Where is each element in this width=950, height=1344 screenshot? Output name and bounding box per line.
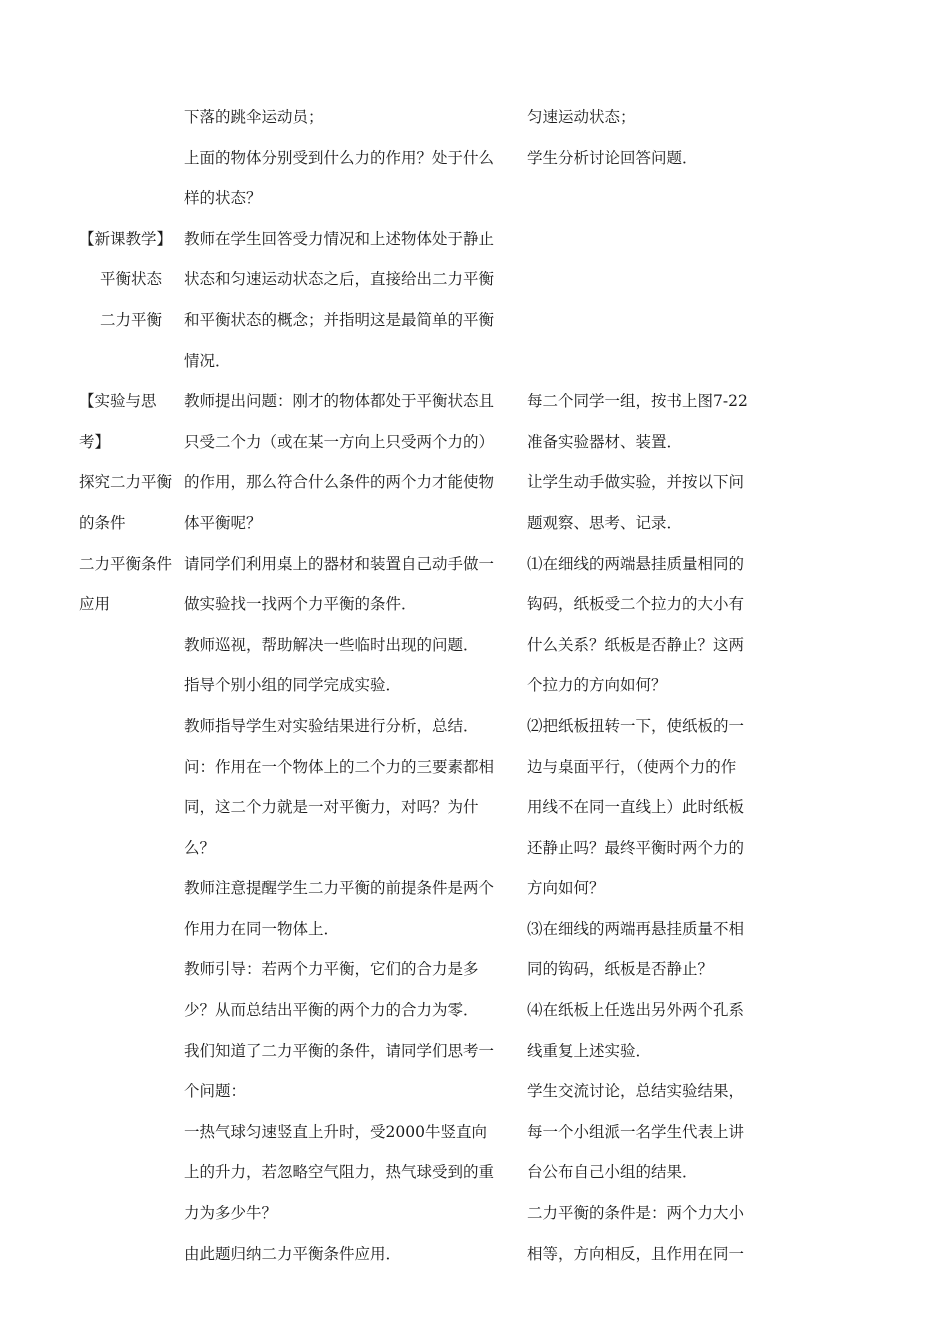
teacher-line: 教师指导学生对实验结果进行分析，总结．	[184, 716, 479, 735]
student-line: 边与桌面平行，（使两个力的作	[527, 757, 737, 776]
teacher-line: 一热气球匀速竖直上升时，受2000牛竖直向	[184, 1122, 487, 1141]
teacher-line: 体平衡呢？	[184, 513, 262, 532]
student-line: 同的钩码，纸板是否静止？	[527, 960, 714, 979]
teacher-line: 上面的物体分别受到什么力的作用？处于什么	[184, 148, 495, 167]
section-heading-new-lesson: 【新课教学】	[79, 229, 173, 248]
student-line: 什么关系？纸板是否静止？这两	[527, 635, 745, 654]
topic-equilibrium-state: 平衡状态	[99, 270, 162, 289]
teacher-line: 问：作用在一个物体上的二个力的三要素都相	[184, 757, 495, 776]
student-line: 每二个同学一组，按书上图7-22	[527, 392, 748, 411]
section-heading-experiment-cont: 考】	[79, 432, 111, 451]
teacher-line: 少？从而总结出平衡的两个力的合力为零．	[184, 1001, 479, 1020]
student-line: ⑴在细线的两端悬挂质量相同的	[527, 554, 745, 573]
teacher-line: 教师在学生回答受力情况和上述物体处于静止	[184, 229, 495, 248]
topic-explore-conditions: 探究二力平衡	[79, 473, 173, 492]
student-line: 线重复上述实验．	[527, 1041, 652, 1060]
student-line: 相等，方向相反，且作用在同一	[527, 1244, 745, 1263]
teacher-line: 由此题归纳二力平衡条件应用．	[184, 1244, 402, 1263]
teacher-line: 个问题：	[184, 1082, 247, 1101]
student-line: 用线不在同一直线上）此时纸板	[527, 798, 745, 817]
topic-two-force-balance: 二力平衡	[99, 310, 162, 329]
teacher-line: 作用力在同一物体上．	[184, 919, 340, 938]
student-line: 准备实验器材、装置．	[527, 432, 683, 451]
student-line: 二力平衡的条件是：两个力大小	[527, 1204, 745, 1223]
teacher-line: 只受二个力（或在某一方向上只受两个力的）	[184, 432, 495, 451]
student-line: 匀速运动状态；	[527, 108, 636, 126]
student-line: 钩码，纸板受二个拉力的大小有	[527, 595, 745, 614]
right-row-blank	[527, 300, 769, 341]
teacher-line: 请同学们利用桌上的器材和装置自己动手做一	[184, 554, 495, 573]
teacher-line: 力为多少牛？	[184, 1204, 278, 1223]
left-row-blank	[79, 341, 183, 382]
lesson-stage-column	[79, 97, 183, 625]
teacher-line: 教师提出问题：刚才的物体都处于平衡状态且	[184, 392, 495, 411]
right-row-blank	[527, 219, 769, 260]
student-line: ⑶在细线的两端再悬挂质量不相	[527, 919, 745, 938]
section-heading-experiment: 【实验与思	[79, 392, 157, 411]
teacher-line: 情况．	[184, 351, 231, 370]
student-line: ⑵把纸板扭转一下，使纸板的一	[527, 716, 745, 735]
teacher-line: 教师引导：若两个力平衡，它们的合力是多	[184, 960, 479, 979]
right-row-blank	[527, 259, 769, 300]
teacher-line: 状态和匀速运动状态之后，直接给出二力平衡	[184, 270, 495, 289]
teacher-line: 下落的跳伞运动员；	[184, 108, 324, 126]
student-line: 让学生动手做实验，并按以下问	[527, 473, 745, 492]
teacher-line: 做实验找一找两个力平衡的条件．	[184, 595, 417, 614]
topic-explore-conditions-cont: 的条件	[79, 513, 126, 532]
student-line: 方向如何？	[527, 879, 605, 898]
student-activity-column	[527, 97, 769, 1274]
student-line: ⑷在纸板上任选出另外两个孔系	[527, 1001, 745, 1020]
topic-application-cont: 应用	[79, 595, 111, 614]
teacher-line: 和平衡状态的概念；并指明这是最简单的平衡	[184, 310, 495, 329]
left-row-blank	[79, 97, 183, 138]
student-line: 学生交流讨论，总结实验结果，	[527, 1082, 745, 1101]
student-line: 还静止吗？最终平衡时两个力的	[527, 838, 745, 857]
teacher-line: 同，这二个力就是一对平衡力，对吗？为什	[184, 798, 479, 817]
teacher-activity-column	[184, 97, 522, 1274]
topic-application: 二力平衡条件	[79, 554, 173, 573]
student-line: 个拉力的方向如何？	[527, 676, 667, 695]
right-row-blank	[527, 341, 769, 382]
right-row-blank	[527, 178, 769, 219]
teacher-line: 教师注意提醒学生二力平衡的前提条件是两个	[184, 879, 495, 898]
teacher-line: 指导个别小组的同学完成实验．	[184, 676, 402, 695]
teacher-line: 我们知道了二力平衡的条件，请同学们思考一	[184, 1041, 495, 1060]
student-line: 每一个小组派一名学生代表上讲	[527, 1122, 745, 1141]
student-line: 学生分析讨论回答问题．	[527, 148, 698, 167]
left-row-blank	[79, 178, 183, 219]
teacher-line: 样的状态？	[184, 189, 262, 208]
teacher-line: 教师巡视，帮助解决一些临时出现的问题．	[184, 635, 479, 654]
teacher-line: 上的升力，若忽略空气阻力，热气球受到的重	[184, 1163, 495, 1182]
teacher-line: 的作用，那么符合什么条件的两个力才能使物	[184, 473, 495, 492]
student-line: 题观察、思考、记录．	[527, 513, 683, 532]
teacher-line: 么？	[184, 838, 216, 857]
student-line: 台公布自己小组的结果．	[527, 1163, 698, 1182]
left-row-blank	[79, 138, 183, 179]
